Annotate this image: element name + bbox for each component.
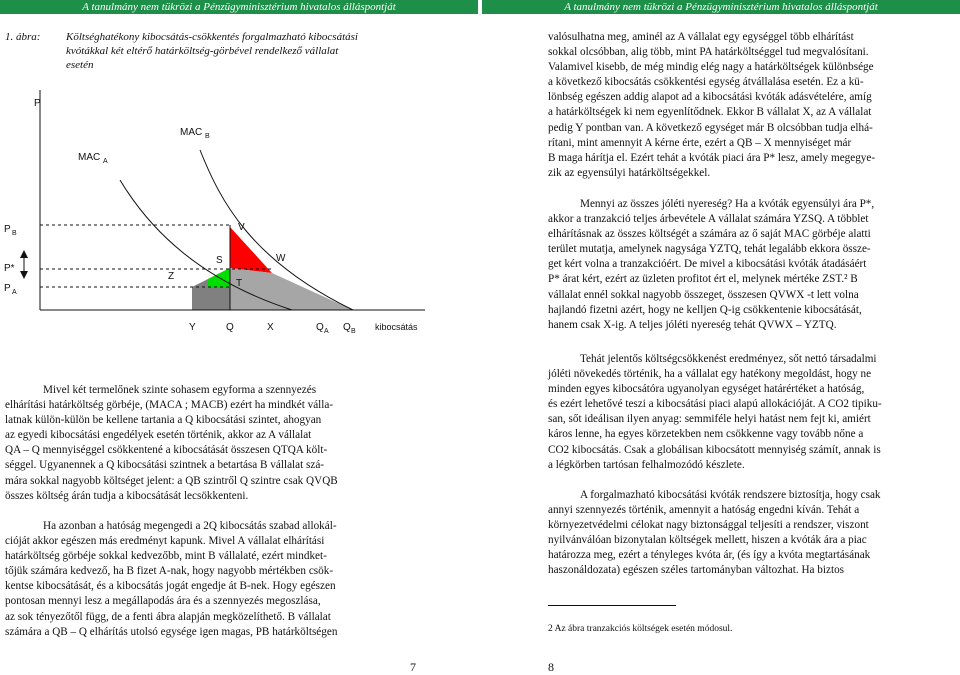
text-line: sokkal olcsóbban, alig több, mint PA határköltséggel tud megvalósítani. bbox=[548, 46, 869, 59]
text-line: Tehát jelentős költségcsökkenést eredményez, sőt nettó társadalmi bbox=[580, 353, 877, 365]
text-line: annyi szennyezés történik, amennyit a hatóság engedni kíván. Tehát a bbox=[548, 504, 860, 517]
text-line: san, sőt ideálisan ilyen anyag: semmiféle helyi hatást nem fejt ki, amiért bbox=[548, 413, 871, 426]
text-line: a légkörben tartósan felhalmozódó készlete. bbox=[548, 458, 745, 471]
text-line: pontosan mennyi lesz a megállapodás ára és a szennyezés megoszlása, bbox=[5, 595, 321, 608]
figure-diagram bbox=[0, 80, 480, 360]
label-x-y: Y bbox=[189, 322, 196, 333]
text-line: elhárításnak az összes költségét a számára az ő saját MAC görbéje alatti bbox=[548, 228, 871, 241]
label-pb-sub: B bbox=[12, 230, 17, 237]
page-number-left: 7 bbox=[410, 660, 416, 674]
text-line: a következő kibocsátás csökkentési egység átvállalása esetén. Ez a kü- bbox=[548, 76, 864, 89]
label-p: P bbox=[34, 98, 41, 109]
text-line: Mivel két termelőnek szinte sohasem egyforma a szennyezés bbox=[43, 384, 317, 396]
text-line: B maga hárítja el. Ezért tehát a kvóták piaci ára P* lesz, amely megegye- bbox=[548, 151, 876, 164]
right-paragraph-2 bbox=[548, 197, 956, 333]
text-line: valósulhatna meg, aminél az A vállalat egy egységgel több elhárítást bbox=[548, 31, 854, 43]
header-left: A tanulmány nem tükrözi a Pénzügyminisztérium hivatalos álláspontját bbox=[0, 0, 478, 14]
text-line: haszonáldozata) egészen széles tartományban változhat. Ha biztos bbox=[548, 564, 845, 577]
footnote: 2 Az ábra tranzakciós költségek esetén módosul. bbox=[548, 624, 733, 634]
label-pb: P bbox=[4, 224, 11, 235]
text-line: CO2 kibocsátás. Csak a globálisan kibocsátott mennyiség számít, annak is bbox=[548, 443, 881, 456]
figure-label: 1. ábra: bbox=[5, 31, 41, 43]
label-x-qb: Q bbox=[343, 322, 351, 333]
page-number-right: 8 bbox=[548, 660, 554, 674]
text-line: az sok tényezőtől függ, de a fenti ábra alapján megközelíthető. B vállalat bbox=[5, 610, 331, 623]
right-paragraph-1 bbox=[548, 30, 956, 181]
text-line: az egyedi kibocsátási engedélyek esetén történik, akkor az A vállalat bbox=[5, 429, 312, 442]
text-line: Ha azonban a hatóság megengedi a 2Q kibocsátás szabad allokál- bbox=[43, 520, 337, 532]
text-line: Valamivel kisebb, de még mindig elég nagy a határköltségek különbsége bbox=[548, 61, 874, 74]
figure-caption bbox=[66, 30, 358, 72]
text-line: Mennyi az összes jóléti nyereség? Ha a kvóták egyensúlyi ára P*, bbox=[580, 198, 875, 210]
text-line: a határköltségek ki nem egyenlítődnek. Ekkor B vállalat X, az A vállalat bbox=[548, 106, 872, 119]
label-mac-a: MAC bbox=[78, 152, 101, 163]
text-line: A forgalmazható kibocsátási kvóták rendszere biztosítja, hogy csak bbox=[580, 489, 881, 501]
arrow-down bbox=[20, 271, 28, 279]
text-line: kentse kibocsátását, és a kibocsátás jogát engedje át B-nek. Hogy egészen bbox=[5, 580, 336, 593]
text-line: pedig Y pontban van. A következő egységet már B olcsóbban tudja elhá- bbox=[548, 121, 873, 134]
label-pa: P bbox=[4, 283, 11, 294]
left-paragraph-1 bbox=[5, 383, 417, 504]
text-line: határköltség görbéje sokkal kedvezőbb, mint B vállalaté, ezért mindket- bbox=[5, 550, 327, 563]
label-v: V bbox=[238, 222, 245, 233]
text-line: séggel. Ugyanennek a Q kibocsátási szintnek a betartása B vállalat szá- bbox=[5, 459, 325, 472]
text-line: rítani, mint amennyit A kérne érte, ezért a QB – X mennyiséget már bbox=[548, 136, 852, 149]
label-w: W bbox=[276, 253, 286, 264]
text-line: akkor a tranzakció teljes árbevétele A vállalat számára YZSQ. A többlet bbox=[548, 213, 869, 226]
label-x-qa-sub: A bbox=[324, 328, 329, 335]
text-line: terület mutatja, amelynek nagysága YZTQ, tehát legalább ekkora össze- bbox=[548, 243, 871, 256]
text-line: jóléti növekedés történik, ha a vállalat egy hatékony megoldást, hogy ne bbox=[548, 368, 872, 381]
label-t: T bbox=[236, 278, 243, 289]
caption-line: kvótákkal két eltérő határköltség-görbével rendelkező vállalat bbox=[66, 45, 339, 57]
text-line: elhárítási határköltség görbéje, (MACA ; MACB) ezért ha mindkét válla- bbox=[5, 399, 334, 412]
text-line: mára sokkal nagyobb költséget jelent: a QB szintről Q szintre csak QVQB bbox=[5, 474, 338, 487]
footnote-rule bbox=[548, 605, 676, 606]
label-s: S bbox=[216, 255, 223, 266]
label-pa-sub: A bbox=[12, 289, 17, 296]
area-red-w bbox=[230, 268, 272, 310]
text-line: latnak külön-külön be kellene tartania a Q kibocsátási szintet, ahogyan bbox=[5, 414, 322, 427]
area-red-v bbox=[230, 227, 272, 273]
text-line: tőjük számára kedvező, ha B fizet A-nak, hogy nagyobb mértékben csök- bbox=[5, 565, 334, 578]
label-x-x: X bbox=[267, 322, 274, 333]
text-line: összes költség árán tudja a kibocsátását lecsökkenteni. bbox=[5, 489, 249, 502]
text-line: zik az egyensúlyi határköltségekkel. bbox=[548, 166, 711, 179]
text-line: cióját akkor egészen más eredményt kapunk. Mivel A vállalat elhárítási bbox=[5, 535, 325, 548]
text-line: hanem csak X-ig. A teljes jóléti nyereség tehát QVWX – YZTQ. bbox=[548, 318, 837, 331]
label-x-qb-sub: B bbox=[351, 328, 356, 335]
label-mac-b-sub: B bbox=[205, 133, 210, 140]
caption-line: Költséghatékony kibocsátás-csökkentés forgalmazható kibocsátási bbox=[66, 31, 358, 43]
text-line: vállalat ennél sokkal nagyobb összeget, összesen QVWX -t lett volna bbox=[548, 288, 859, 301]
area-ts-green-lower bbox=[208, 287, 230, 310]
header-right: A tanulmány nem tükrözi a Pénzügyminisztérium hivatalos álláspontját bbox=[482, 0, 960, 14]
label-pstar: P* bbox=[4, 263, 15, 274]
label-mac-b: MAC bbox=[180, 127, 203, 138]
text-line: minden egyes kibocsátóra ugyanolyan egységet határértéket a hatóság, bbox=[548, 383, 865, 396]
right-paragraph-4 bbox=[548, 488, 956, 579]
text-line: környezetvédelmi célokat nagy biztonsággal teljesíti a rendszer, viszont bbox=[548, 519, 869, 532]
text-line: számára a QB – Q elhárítás utolsó egysége igen magas, PB határköltségen bbox=[5, 625, 338, 638]
right-paragraph-3 bbox=[548, 352, 956, 473]
caption-line: esetén bbox=[66, 59, 94, 71]
label-x-q: Q bbox=[226, 322, 234, 333]
text-line: QA – Q mennyiséggel csökkentené a kibocsátását összesen QTQA költ- bbox=[5, 444, 328, 457]
text-line: határozza meg, ezért a tényleges kvóta ár, (és így a kvóta megtartásának bbox=[548, 549, 871, 562]
text-line: P* árat kért, ezért az üzleten profitot ért el, melynek mértéke ZST.² B bbox=[548, 273, 858, 286]
text-line: és ezért lehetővé teszi a kibocsátási piaci alapú allokációját. A CO2 tipiku- bbox=[548, 398, 882, 411]
area-w bbox=[272, 273, 353, 310]
text-line: lönbség egészen addig alapot ad a kibocsátási kvóták adásvételére, amíg bbox=[548, 91, 872, 104]
left-paragraph-2 bbox=[5, 519, 417, 640]
text-line: káros lenne, ha egyes körzetekben nem csökkenne vagy tovább nőne a bbox=[548, 428, 864, 441]
label-z: Z bbox=[168, 271, 175, 282]
arrow-up bbox=[20, 250, 28, 258]
text-line: get kért volna a tranzakcióért. De mivel a kibocsátási kvóták átadásáért bbox=[548, 258, 867, 271]
text-line: hajlandó fizetni azért, hogy ne kelljen Q-ig csökkentenie kibocsátását, bbox=[548, 303, 862, 316]
text-line: nyilvánválóan bizonytalan költségek mellett, hiszen a kvóták ára a piac bbox=[548, 534, 867, 547]
label-mac-a-sub: A bbox=[103, 158, 108, 165]
label-x-qa: Q bbox=[316, 322, 324, 333]
x-axis-label: kibocsátás bbox=[375, 322, 418, 332]
